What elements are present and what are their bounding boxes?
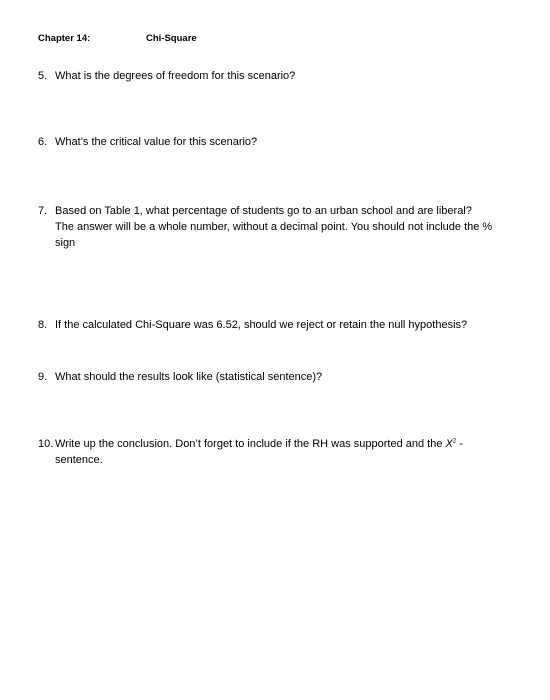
question-text: What’s the critical value for this scenario? [55, 136, 258, 148]
question-6 [38, 134, 513, 150]
question-9 [38, 369, 513, 385]
question-text-after: - sentence. [55, 438, 463, 466]
chi-square-superscript: 2 [452, 438, 457, 445]
question-text [55, 436, 513, 468]
question-note: The answer will be a whole number, without a decimal point. You should not include the % sign [55, 221, 493, 249]
chi-square-symbol: X [445, 438, 453, 450]
question-number: 5. [38, 70, 48, 82]
chapter-topic: Chi-Square [146, 33, 197, 44]
question-text-before: Write up the conclusion. Don’t forget to include if the RH was supported and the [55, 438, 446, 450]
question-number: 7. [38, 205, 48, 217]
question-number: 6. [38, 136, 48, 148]
question-7 [38, 203, 513, 251]
question-number: 10. [38, 438, 54, 450]
question-text: Based on Table 1, what percentage of students go to an urban school and are liberal? [55, 205, 472, 217]
question-8 [38, 317, 513, 333]
question-number: 9. [38, 371, 48, 383]
question-10 [38, 436, 513, 468]
question-text: What is the degrees of freedom for this scenario? [55, 70, 296, 82]
question-text: If the calculated Chi-Square was 6.52, should we reject or retain the null hypothesis? [55, 319, 468, 331]
question-number: 8. [38, 319, 48, 331]
question-text: What should the results look like (statistical sentence)? [55, 371, 323, 383]
question-5 [38, 68, 513, 84]
chapter-label: Chapter 14: [38, 33, 91, 44]
